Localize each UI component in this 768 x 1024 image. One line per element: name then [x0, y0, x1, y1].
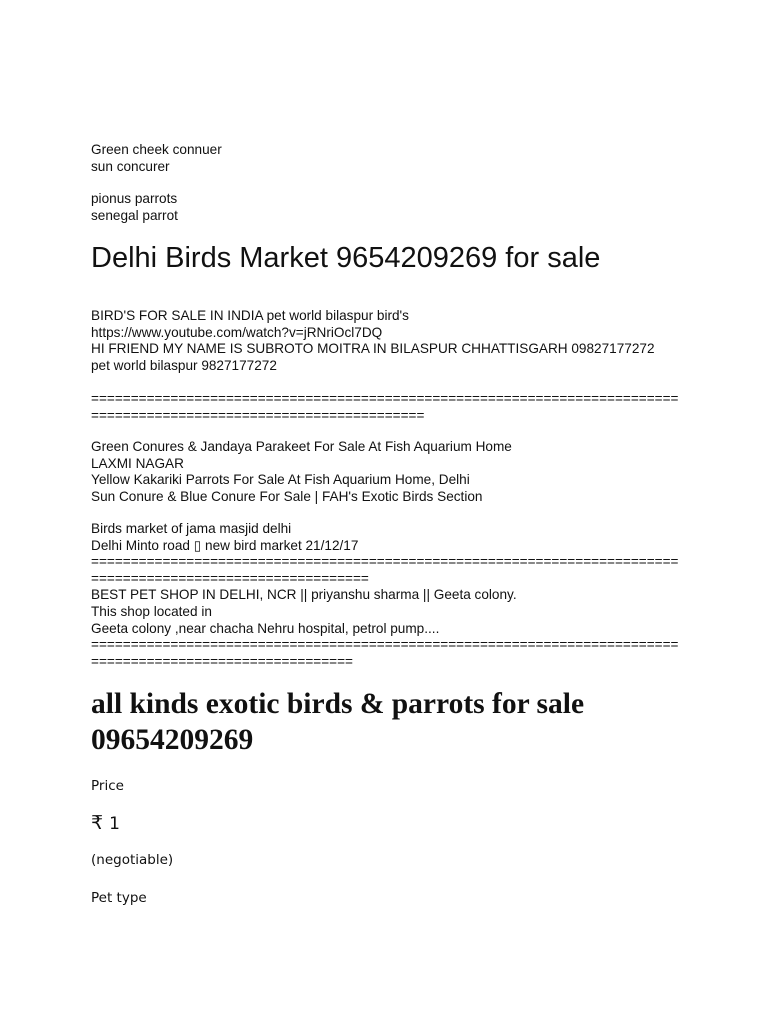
market-line: Birds market of jama masjid delhi	[91, 521, 292, 536]
separator-line: ==========================================	[91, 407, 425, 423]
price-label: Price	[91, 778, 124, 794]
listing-line: Sun Conure & Blue Conure For Sale | FAH's Exotic Birds Section	[91, 488, 483, 504]
intro-line: sun concurer	[91, 158, 170, 174]
separator-line: ==========================================================================	[91, 637, 679, 653]
intro-list-2	[91, 191, 178, 224]
separator-line: ==========================================================================	[91, 391, 679, 406]
sale-heading: all kinds exotic birds & parrots for sale 09654209269	[91, 688, 585, 756]
shop-line: BEST PET SHOP IN DELHI, NCR || priyanshu sharma || Geeta colony.	[91, 587, 517, 603]
main-heading: Delhi Birds Market 9654209269 for sale	[91, 242, 601, 274]
price-value	[91, 812, 120, 834]
price-amount: 1	[109, 814, 120, 834]
separator-line: ==========================================================================	[91, 554, 679, 570]
listings-block	[91, 439, 512, 505]
listing-line: Green Conures & Jandaya Parakeet For Sale At Fish Aquarium Home	[91, 439, 512, 454]
separator-line: =================================	[91, 653, 353, 669]
intro-list-1	[91, 142, 222, 175]
youtube-link[interactable]: https://www.youtube.com/watch?v=jRNriOcl7DQ	[91, 324, 383, 340]
shop-line: This shop located in	[91, 603, 212, 619]
intro-line: Green cheek connuer	[91, 142, 222, 157]
pet-type-label: Pet type	[91, 890, 147, 906]
separator-line: ===================================	[91, 570, 369, 586]
market-line: Delhi Minto road ▯ new bird market 21/12/17	[91, 537, 359, 553]
intro-line: pionus parrots	[91, 191, 178, 206]
shop-line: Geeta colony ,near chacha Nehru hospital, petrol pump....	[91, 620, 440, 636]
price-note: (negotiable)	[91, 852, 174, 868]
market-block	[91, 521, 678, 670]
listing-line: LAXMI NAGAR	[91, 455, 184, 471]
contact-block	[91, 308, 655, 374]
listing-line: Yellow Kakariki Parrots For Sale At Fish Aquarium Home, Delhi	[91, 472, 470, 488]
contact-line: pet world bilaspur 9827177272	[91, 357, 277, 373]
contact-line: HI FRIEND MY NAME IS SUBROTO MOITRA IN BILASPUR CHHATTISGARH 09827177272	[91, 341, 655, 357]
intro-line: senegal parrot	[91, 207, 178, 223]
separator	[91, 391, 678, 424]
contact-line: BIRD'S FOR SALE IN INDIA pet world bilaspur bird's	[91, 308, 409, 323]
rupee-icon: ₹	[91, 812, 104, 834]
